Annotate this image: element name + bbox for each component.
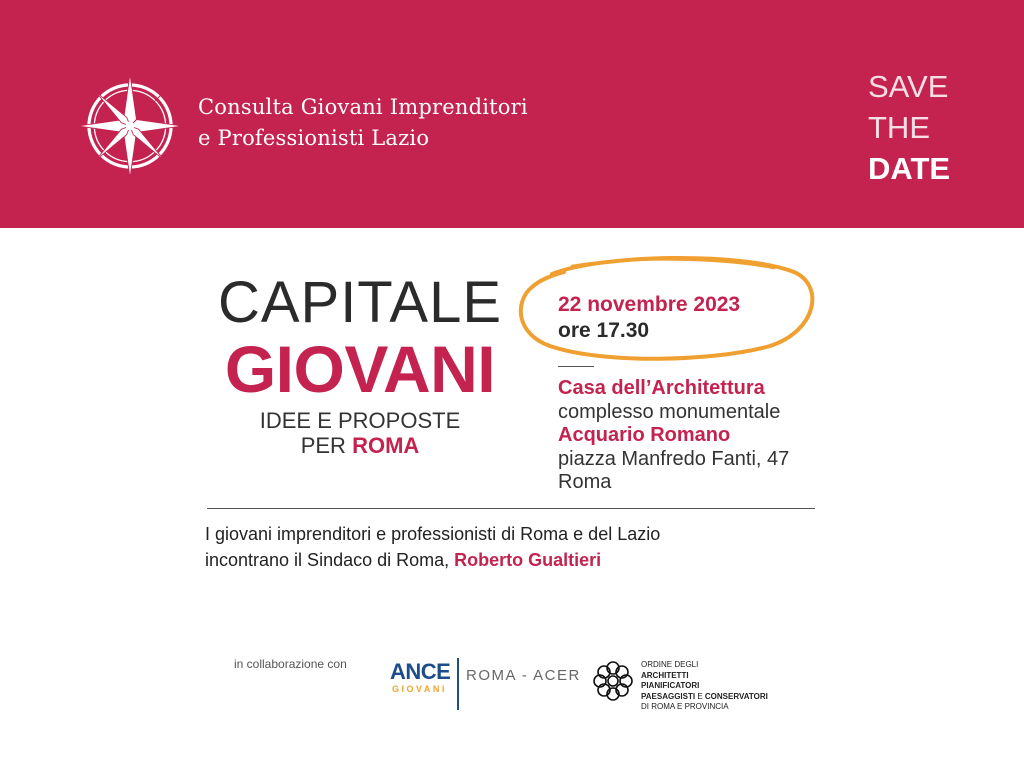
description-line2: [205, 547, 825, 573]
event-date: 22 novembre 2023: [558, 293, 741, 316]
description-line1: I giovani imprenditori e professionisti di Roma e del Lazio: [205, 524, 661, 544]
ance-separator: [457, 658, 459, 710]
ance-city: ROMA - ACER: [466, 667, 581, 684]
title-giovani: GIOVANI: [224, 332, 496, 406]
event-description: [205, 521, 825, 573]
description-line2-prefix: incontrano il Sindaco di Roma,: [205, 550, 450, 570]
ordine-line5: DI ROMA E PROVINCIA: [641, 702, 729, 711]
org-name-line2: e Professionisti Lazio: [198, 126, 430, 150]
subtitle-prefix: PER: [300, 433, 346, 458]
venue-place: Acquario Romano: [558, 424, 731, 446]
venue-desc: complesso monumentale: [558, 400, 781, 423]
ordine-line4b: E: [697, 691, 703, 701]
collaboration-label: in collaborazione con: [234, 657, 347, 671]
ance-sub: GIOVANI: [392, 684, 447, 694]
title-capitale: CAPITALE: [217, 270, 503, 335]
section-divider: [207, 508, 815, 509]
ordine-line4c: CONSERVATORI: [704, 691, 768, 701]
org-name-line1: Consulta Giovani Imprenditori: [198, 95, 528, 119]
event-title-block: [204, 272, 516, 458]
ance-word: ANCE: [390, 659, 451, 684]
venue-city: Roma: [558, 471, 612, 493]
organization-name: [198, 92, 528, 154]
venue-address: piazza Manfredo Fanti, 47: [558, 447, 790, 470]
save-the-date: [868, 66, 950, 189]
ordine-line2: ARCHITETTI: [641, 670, 689, 680]
short-divider: [558, 366, 594, 367]
ordine-line4a: PAESAGGISTI: [641, 691, 696, 701]
header-banner: [0, 0, 1024, 228]
subtitle-line2: [204, 433, 516, 458]
event-datetime: [558, 292, 740, 344]
ornamental-rosette-icon: [590, 658, 636, 704]
ordine-architetti-logo-text: [641, 660, 768, 713]
subtitle-highlight: ROMA: [352, 433, 420, 458]
the-word: THE: [868, 110, 930, 145]
ance-logo: [390, 660, 450, 694]
save-word: SAVE: [868, 69, 949, 104]
subtitle: [204, 408, 516, 458]
venue-name: Casa dell’Architettura: [558, 377, 765, 399]
subtitle-line1: IDEE E PROPOSTE: [259, 408, 461, 433]
venue-block: [558, 377, 789, 495]
date-word: DATE: [868, 151, 951, 186]
mayor-name: Roberto Gualtieri: [454, 550, 602, 570]
ordine-line4: [641, 692, 768, 703]
event-time: ore 17.30: [558, 319, 650, 342]
ordine-line3: PIANIFICATORI: [641, 681, 700, 690]
ordine-line1: ORDINE DEGLI: [641, 660, 699, 669]
compass-rose-icon: [76, 72, 184, 180]
